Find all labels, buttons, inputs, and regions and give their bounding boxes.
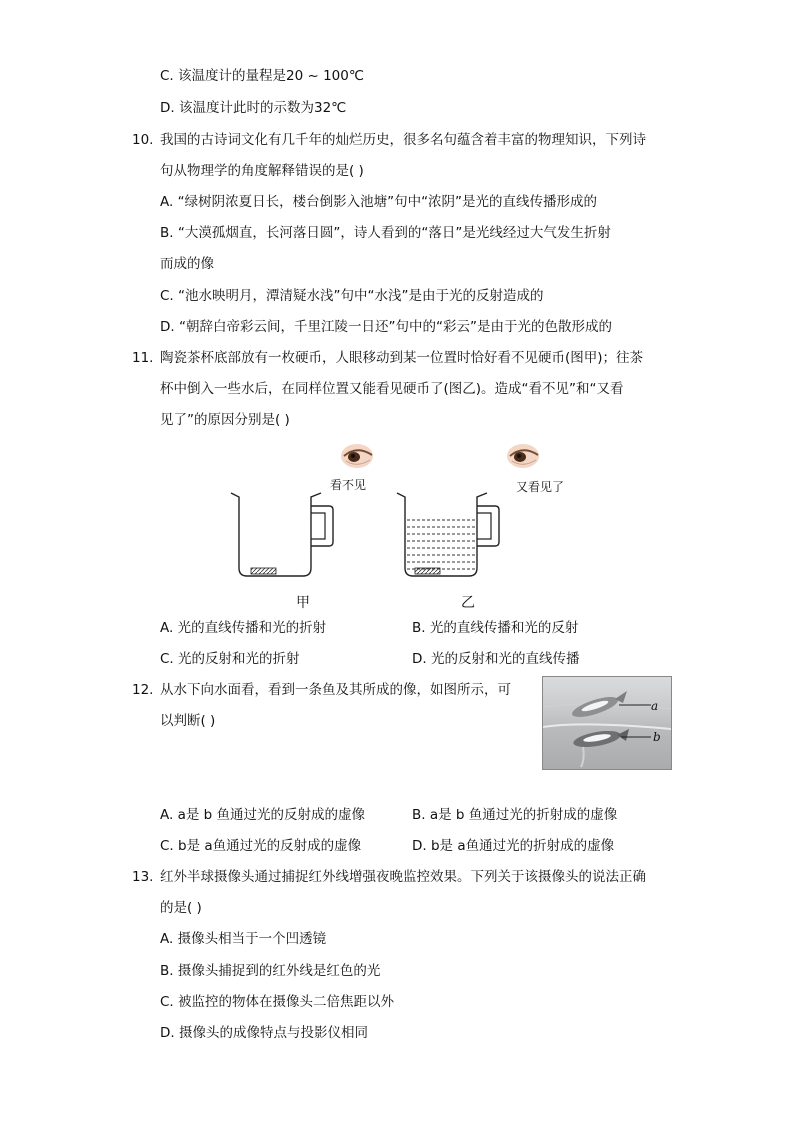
q12-stem-line1: 从水下向水面看，看到一条鱼及其所成的像，如图所示，可 (160, 682, 511, 698)
coin (251, 568, 276, 574)
q13-stem-line1: 红外半球摄像头通过捕捉红外线增强夜晚监控效果。下列关于该摄像头的说法正确 (160, 869, 646, 885)
fish-label-b: b (653, 730, 661, 744)
q12-option-c: C. b是 a鱼通过光的反射成的虚像 (160, 838, 362, 854)
q11-option-b: B. 光的直线传播和光的反射 (412, 620, 579, 636)
q13-option-a: A. 摄像头相当于一个凹透镜 (160, 931, 327, 947)
cup-with-water (397, 493, 499, 576)
q10-option-a: A. “绿树阴浓夏日长，楼台倒影入池塘”句中“浓阴”是光的直线传播形成的 (160, 194, 598, 210)
q12-option-a: A. a是 b 鱼通过光的反射成的虚像 (160, 807, 366, 823)
eye-icon (341, 444, 373, 468)
q11-option-a: A. 光的直线传播和光的折射 (160, 620, 327, 636)
q12-number: 12. (132, 682, 154, 698)
coin (415, 568, 440, 574)
q11-number: 11. (132, 350, 154, 366)
q10-option-c: C. “池水映明月，潭清疑水浅”句中“水浅”是由于光的反射造成的 (160, 288, 544, 304)
q12-option-b: B. a是 b 鱼通过光的折射成的虚像 (412, 807, 618, 823)
q13-stem-line2: 的是( ) (160, 900, 202, 916)
q10-option-b-line2: 而成的像 (160, 256, 214, 272)
eye-icon (507, 444, 539, 468)
q11-option-d: D. 光的反射和光的直线传播 (412, 651, 580, 667)
fig-caption-not-visible: 看不见 (330, 478, 367, 492)
fish-b (572, 728, 629, 767)
fish-photo (542, 676, 672, 770)
q9-option-c: C. 该温度计的量程是20 ~ 100℃ (160, 68, 365, 84)
cup-empty (231, 493, 333, 576)
q13-number: 13. (132, 869, 154, 885)
q9-option-d: D. 该温度计此时的示数为32℃ (160, 100, 347, 116)
q10-option-b-line1: B. “大漠孤烟直，长河落日圆”，诗人看到的“落日”是光线经过大气发生折射 (160, 225, 611, 241)
q11-stem-line3: 见了”的原因分别是( ) (160, 412, 290, 428)
q11-option-c: C. 光的反射和光的折射 (160, 651, 300, 667)
q13-option-d: D. 摄像头的成像特点与投影仪相同 (160, 1025, 368, 1041)
q12-option-d: D. b是 a鱼通过光的折射成的虚像 (412, 838, 615, 854)
q10-number: 10. (132, 132, 154, 148)
q10-stem-line2: 句从物理学的角度解释错误的是( ) (160, 163, 364, 179)
q13-option-b: B. 摄像头捕捉到的红外线是红色的光 (160, 963, 381, 979)
fish-label-a: a (651, 699, 659, 713)
fig-label-jia: 甲 (296, 595, 310, 611)
fish-a (570, 691, 627, 721)
fig-label-yi: 乙 (461, 595, 475, 611)
q10-option-d: D. “朝辞白帝彩云间，千里江陵一日还”句中的“彩云”是由于光的色散形成的 (160, 319, 612, 335)
q11-stem-line1: 陶瓷茶杯底部放有一枚硬币，人眼移动到某一位置时恰好看不见硬币(图甲)；往茶 (160, 350, 644, 366)
q11-stem-line2: 杯中倒入一些水后，在同样位置又能看见硬币了(图乙)。造成“看不见”和“又看 (160, 381, 624, 397)
q10-stem-line1: 我国的古诗词文化有几千年的灿烂历史，很多名句蕴含着丰富的物理知识，下列诗 (160, 132, 646, 148)
q13-option-c: C. 被监控的物体在摄像头二倍焦距以外 (160, 994, 395, 1010)
q12-stem-line2: 以判断( ) (160, 713, 216, 729)
fig-caption-visible-again: 又看见了 (516, 480, 565, 494)
q11-figure (225, 440, 545, 615)
